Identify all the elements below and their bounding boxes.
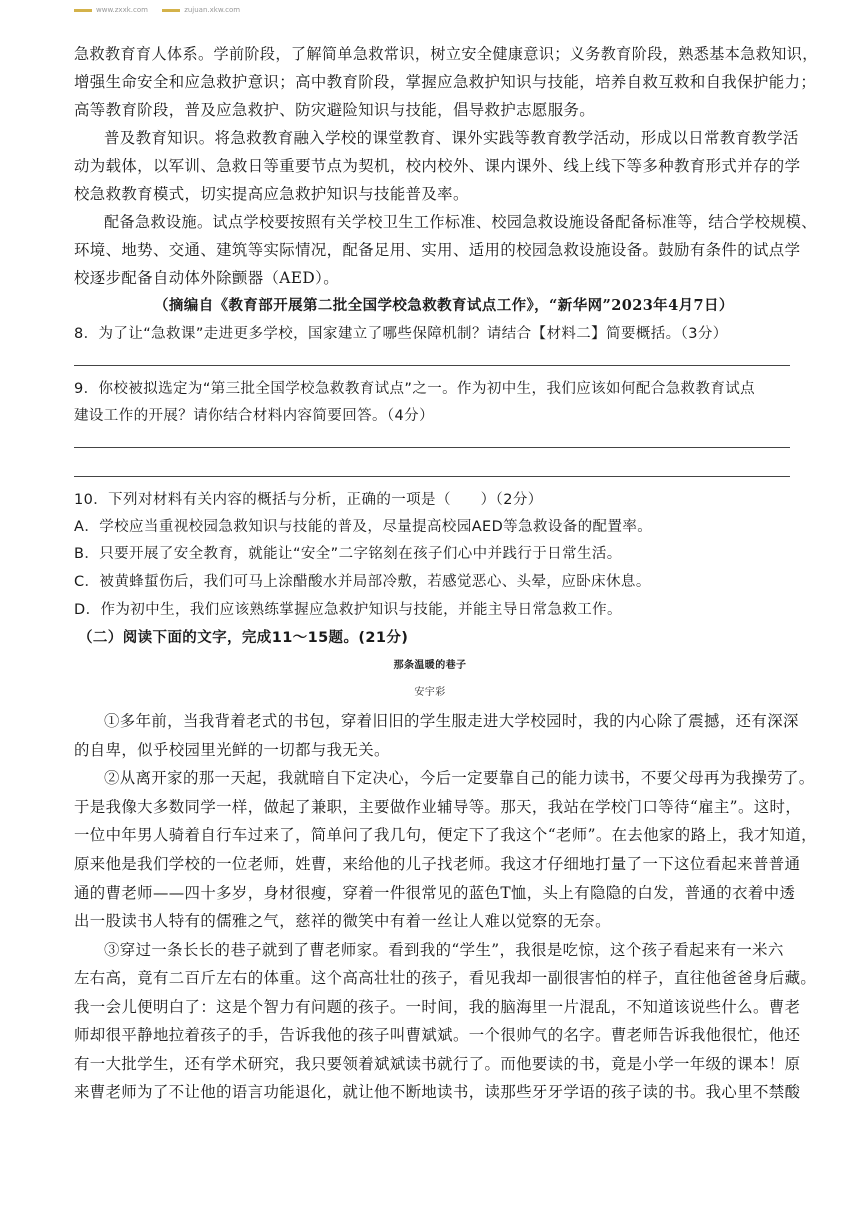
article-line: 通的曹老师——四十多岁，身材很瘦，穿着一件很常见的蓝色T恤，头上有隐隐的白发，普通的衣着中透 <box>74 884 796 902</box>
article-line: 师却很平静地拉着孩子的手，告诉我他的孩子叫曹斌斌。一个很帅气的名字。曹老师告诉我他很忙，他还 <box>74 1026 801 1044</box>
article-line: ①多年前，当我背着老式的书包，穿着旧旧的学生服走进大学校园时，我的内心除了震撼，还有深深 <box>104 712 799 730</box>
article-line: ③穿过一条长长的巷子就到了曹老师家。看到我的“学生”，我很是吃惊，这个孩子看起来有一米六 <box>104 941 784 959</box>
question-8: 8．为了让“急救课”走进更多学校，国家建立了哪些保障机制？请结合【材料二】简要概括。（3分） <box>74 326 728 342</box>
watermark-bar <box>162 9 180 12</box>
option-a[interactable]: A．学校应当重视校园急救知识与技能的普及，尽量提高校园AED等急救设备的配置率。 <box>74 519 653 535</box>
answer-line[interactable] <box>74 447 790 448</box>
watermark-text: zujuan.xkw.com <box>184 6 241 14</box>
article-line: 有一大批学生，还有学术研究，我只要领着斌斌读书就行了。而他要读的书，竟是小学一年级的课本！原 <box>74 1055 801 1073</box>
article-author: 安宇彩 <box>414 687 446 698</box>
question-9: 9．你校被拟选定为“第三批全国学校急救教育试点”之一。作为初中生，我们应该如何配合急救教育试点 <box>74 381 756 397</box>
material-line: 普及教育知识。将急救教育融入学校的课堂教育、课外实践等教育教学活动，形成以日常教育教学活 <box>104 129 799 147</box>
watermark <box>74 6 252 14</box>
material-line: 动为载体，以军训、急救日等重要节点为契机，校内校外、课内课外、线上线下等多种教育形式并存的学 <box>74 157 801 175</box>
answer-line[interactable] <box>74 476 790 477</box>
option-b[interactable]: B．只要开展了安全教育，就能让“安全”二字铭刻在孩子们心中并践行于日常生活。 <box>74 546 622 562</box>
question-10: 10．下列对材料有关内容的概括与分析，正确的一项是（ ）（2分） <box>74 492 543 508</box>
watermark-text: www.zxxk.com <box>96 6 148 14</box>
article-title: 那条温暖的巷子 <box>393 660 467 671</box>
article-line: 出一股读书人特有的儒雅之气，慈祥的微笑中有着一丝让人难以觉察的无奈。 <box>74 912 611 930</box>
article-line: 于是我像大多数同学一样，做起了兼职，主要做作业辅导等。那天，我站在学校门口等待“雇主”。这时， <box>74 798 802 816</box>
option-d[interactable]: D．作为初中生，我们应该熟练掌握应急救护知识与技能，并能主导日常急救工作。 <box>74 602 622 618</box>
article-line: 来曹老师为了不让他的语言功能退化，就让他不断地读书，读那些牙牙学语的孩子读的书。我心里不禁酸 <box>74 1083 801 1101</box>
answer-line[interactable] <box>74 365 790 366</box>
material-line: 高等教育阶段，普及应急救护、防灾避险知识与技能，倡导救护志愿服务。 <box>74 101 596 119</box>
article-line: 左右高，竟有二百斤左右的体重。这个高高壮壮的孩子，看见我却一副很害怕的样子，直往他爸爸身后藏。 <box>74 969 817 987</box>
article-line: 的自卑，似乎校园里光鲜的一切都与我无关。 <box>74 741 390 759</box>
watermark-bar <box>74 9 92 12</box>
article-line: 原来他是我们学校的一位老师，姓曹，来给他的儿子找老师。我这才仔细地打量了一下这位看起来普普通 <box>74 855 801 873</box>
material-line: 配备急救设施。试点学校要按照有关学校卫生工作标准、校园急救设施设备配备标准等，结合学校规模、 <box>104 213 817 231</box>
article-line: 一位中年男人骑着自行车过来了，简单问了我几句，便定下了我这个“老师”。在去他家的路上，我才知道， <box>74 826 817 844</box>
question-9-cont: 建设工作的开展？请你结合材料内容简要回答。（4分） <box>74 408 434 424</box>
material-line: 环境、地势、交通、建筑等实际情况，配备足用、实用、适用的校园急救设施设备。鼓励有条件的试点学 <box>74 241 801 259</box>
article-line: ②从离开家的那一天起，我就暗自下定决心，今后一定要靠自己的能力读书，不要父母再为我操劳了。 <box>104 769 815 787</box>
material-line: 校逐步配备自动体外除颤器（AED）。 <box>74 269 340 287</box>
material-line: 校急救教育模式，切实提高应急救护知识与技能普及率。 <box>74 185 469 203</box>
option-c[interactable]: C．被黄蜂蜇伤后，我们可马上涂醋酸水并局部冷敷，若感觉恶心、头晕，应卧床休息。 <box>74 574 651 590</box>
section-heading: （二）阅读下面的文字，完成11～15题。(21分) <box>78 630 409 646</box>
material-line: 增强生命安全和应急救护意识；高中教育阶段，掌握应急救护知识与技能，培养自救互救和自我保护能力； <box>74 73 817 91</box>
material-line: 急救教育育人体系。学前阶段，了解简单急救常识，树立安全健康意识；义务教育阶段，熟悉基本急救知识， <box>74 45 818 63</box>
material-source: （摘编自《教育部开展第二批全国学校急救教育试点工作》，“新华网”2023年4月7日） <box>154 297 734 314</box>
article-line: 我一会儿便明白了：这是个智力有问题的孩子。一时间，我的脑海里一片混乱，不知道该说些什么。曹老 <box>74 998 801 1016</box>
